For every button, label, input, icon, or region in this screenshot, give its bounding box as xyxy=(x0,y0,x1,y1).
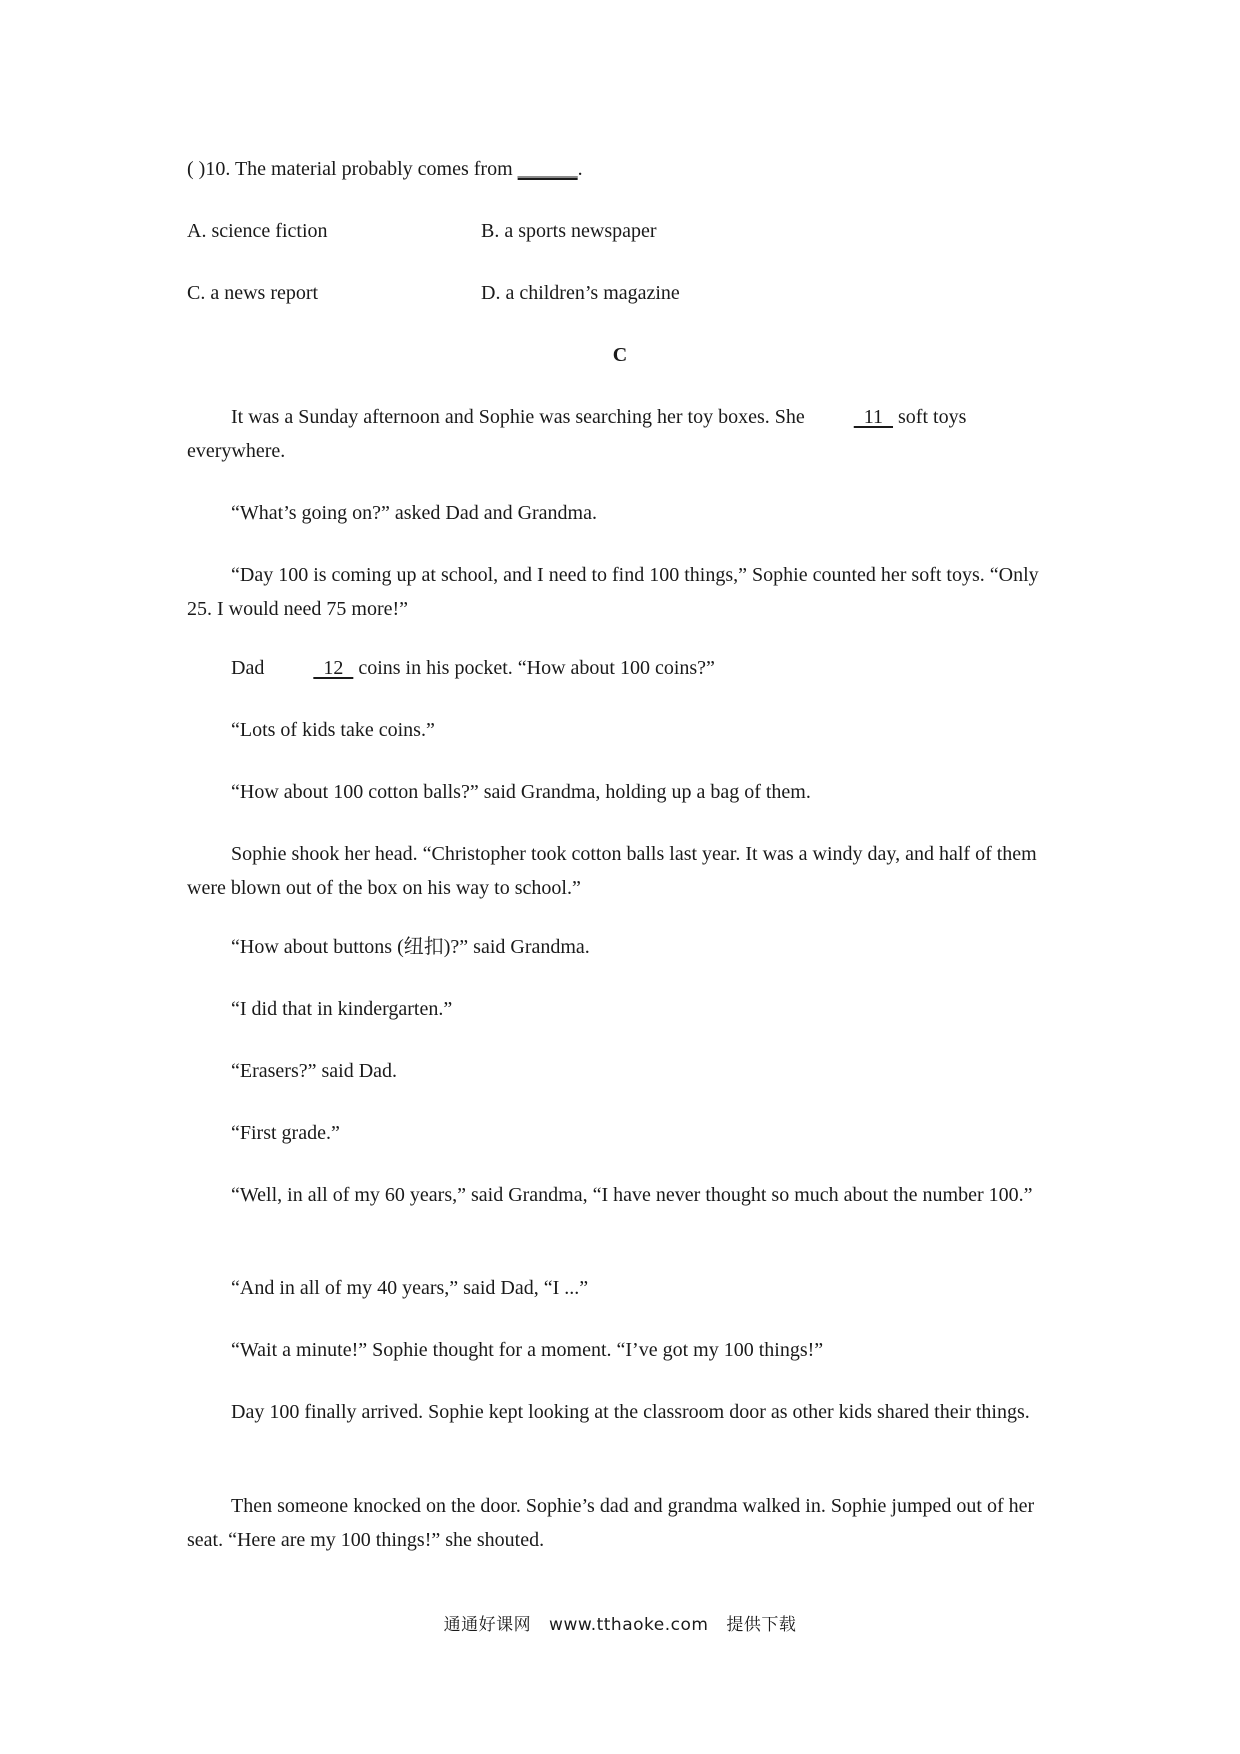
footer-url: www.tthaoke.com xyxy=(549,1615,709,1635)
paragraph-4 xyxy=(187,651,1067,685)
paragraph-1 xyxy=(187,400,1067,468)
paragraph-4-text-a: Dad xyxy=(231,657,270,679)
paragraph-11: “First grade.” xyxy=(231,1122,340,1144)
paragraph-1-text-a: It was a Sunday afternoon and Sophie was searching her toy boxes. She xyxy=(231,406,810,428)
page-footer xyxy=(0,1610,1240,1635)
paragraph-10: “Erasers?” said Dad. xyxy=(231,1060,398,1082)
paragraph-7: Sophie shook her head. “Christopher took cotton balls last year. It was a windy day, and half of them were blown out of the box on his way to school.” xyxy=(187,843,1037,899)
option-a: A. science fiction xyxy=(187,220,328,242)
blank-12: 12 xyxy=(313,657,354,679)
paragraph-6: “How about 100 cotton balls?” said Grandma, holding up a bag of them. xyxy=(231,781,811,803)
footer-note: 提供下载 xyxy=(726,1615,797,1635)
question-10-stem: ( )10. The material probably comes from xyxy=(187,158,518,180)
paragraph-12: “Well, in all of my 60 years,” said Grandma, “I have never thought so much about the number 100.” xyxy=(231,1184,1033,1206)
option-d: D. a children’s magazine xyxy=(481,282,680,304)
question-10-blank: ______ xyxy=(517,158,578,180)
paragraph-8: “How about buttons (纽扣)?” said Grandma. xyxy=(231,936,590,958)
paragraph-15: Day 100 finally arrived. Sophie kept looking at the classroom door as other kids shared their things. xyxy=(231,1401,1030,1423)
option-c: C. a news report xyxy=(187,282,319,304)
paragraph-3: “Day 100 is coming up at school, and I need to find 100 things,” Sophie counted her soft toys. “Only 25. I would need 75 more!” xyxy=(187,564,1039,620)
paragraph-13: “And in all of my 40 years,” said Dad, “I ...” xyxy=(231,1277,589,1299)
paragraph-14: “Wait a minute!” Sophie thought for a moment. “I’ve got my 100 things!” xyxy=(231,1339,824,1361)
question-10-suffix: . xyxy=(577,158,583,180)
paragraph-4-text-b: coins in his pocket. “How about 100 coins?” xyxy=(353,657,715,679)
paragraph-2: “What’s going on?” asked Dad and Grandma. xyxy=(231,502,597,524)
paragraph-9: “I did that in kindergarten.” xyxy=(231,998,453,1020)
paragraph-1-text-b: soft toys everywhere. xyxy=(187,406,967,462)
option-b: B. a sports newspaper xyxy=(481,220,657,242)
question-10 xyxy=(187,152,1067,186)
blank-11: 11 xyxy=(853,406,894,428)
section-heading: C xyxy=(612,344,628,366)
paragraph-5: “Lots of kids take coins.” xyxy=(231,719,435,741)
paragraph-16: Then someone knocked on the door. Sophie’s dad and grandma walked in. Sophie jumped out of her seat. “Here are my 100 things!” she shouted. xyxy=(187,1495,1035,1551)
footer-site-name: 通通好课网 xyxy=(443,1615,532,1635)
